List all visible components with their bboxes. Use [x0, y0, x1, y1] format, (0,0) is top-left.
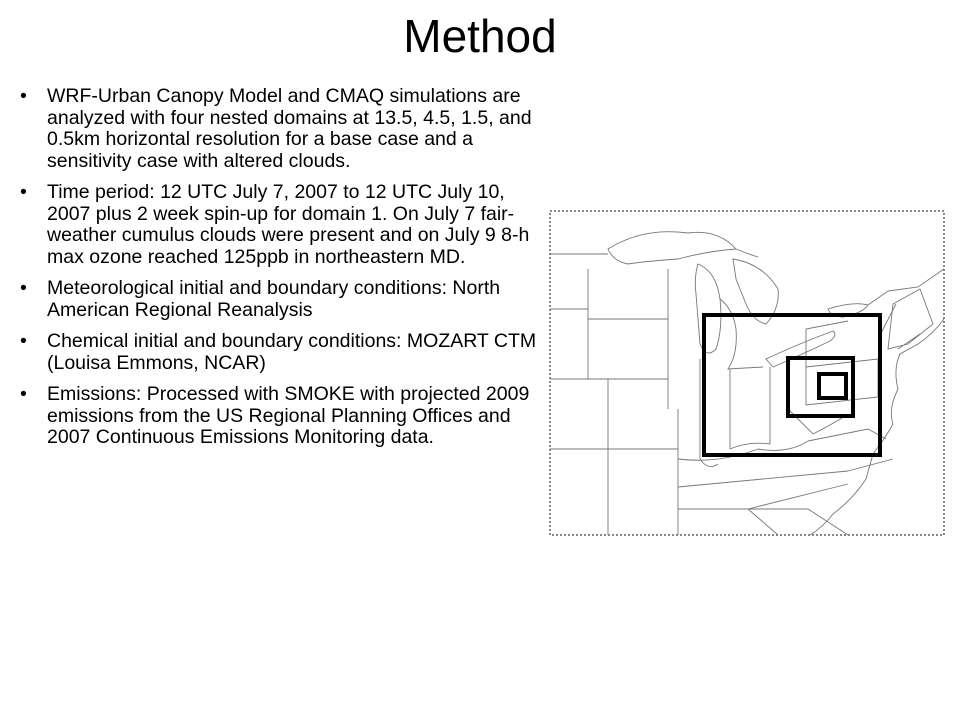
bullet-text: Meteorological initial and boundary conditions: North American Regional Reanalysis	[47, 277, 501, 321]
nested-domain-map	[548, 209, 946, 537]
slide-title: Method	[403, 10, 557, 62]
bullet-text: Time period: 12 UTC July 7, 2007 to 12 UTC July 10, 2007 plus 2 week spin-up for domain 1. On July 7 fair-weather cumulus clouds were present and on July 9 8-h max ozone reached 125ppb in northeastern MD.	[47, 181, 530, 268]
domain-4-box	[819, 374, 846, 398]
bullet-text: Chemical initial and boundary conditions: MOZART CTM (Louisa Emmons, NCAR)	[47, 330, 537, 374]
bullet-item	[20, 86, 548, 172]
lake-erie	[766, 331, 835, 367]
bullet-marker: •	[20, 277, 27, 299]
bullet-text: Emissions: Processed with SMOKE with projected 2009 emissions from the US Regional Planning Offices and 2007 Continuous Emissions Monitoring data.	[47, 383, 530, 448]
state-boundaries	[550, 232, 944, 535]
bullet-item	[20, 384, 548, 449]
bullet-marker: •	[20, 181, 27, 203]
bullet-text: WRF-Urban Canopy Model and CMAQ simulations are analyzed with four nested domains at 13.5, 4.5, 1.5, and 0.5km horizontal resolution for a base case and a sensitivity case with altered clouds.	[47, 85, 532, 172]
bullet-marker: •	[20, 383, 27, 405]
bullet-list	[20, 86, 548, 459]
bullet-item	[20, 182, 548, 268]
bullet-item	[20, 331, 548, 374]
bullet-marker: •	[20, 85, 27, 107]
map-frame	[550, 211, 944, 535]
lake-superior	[608, 232, 736, 264]
bullet-marker: •	[20, 330, 27, 352]
lake-michigan	[695, 264, 721, 353]
bullet-item	[20, 278, 548, 321]
